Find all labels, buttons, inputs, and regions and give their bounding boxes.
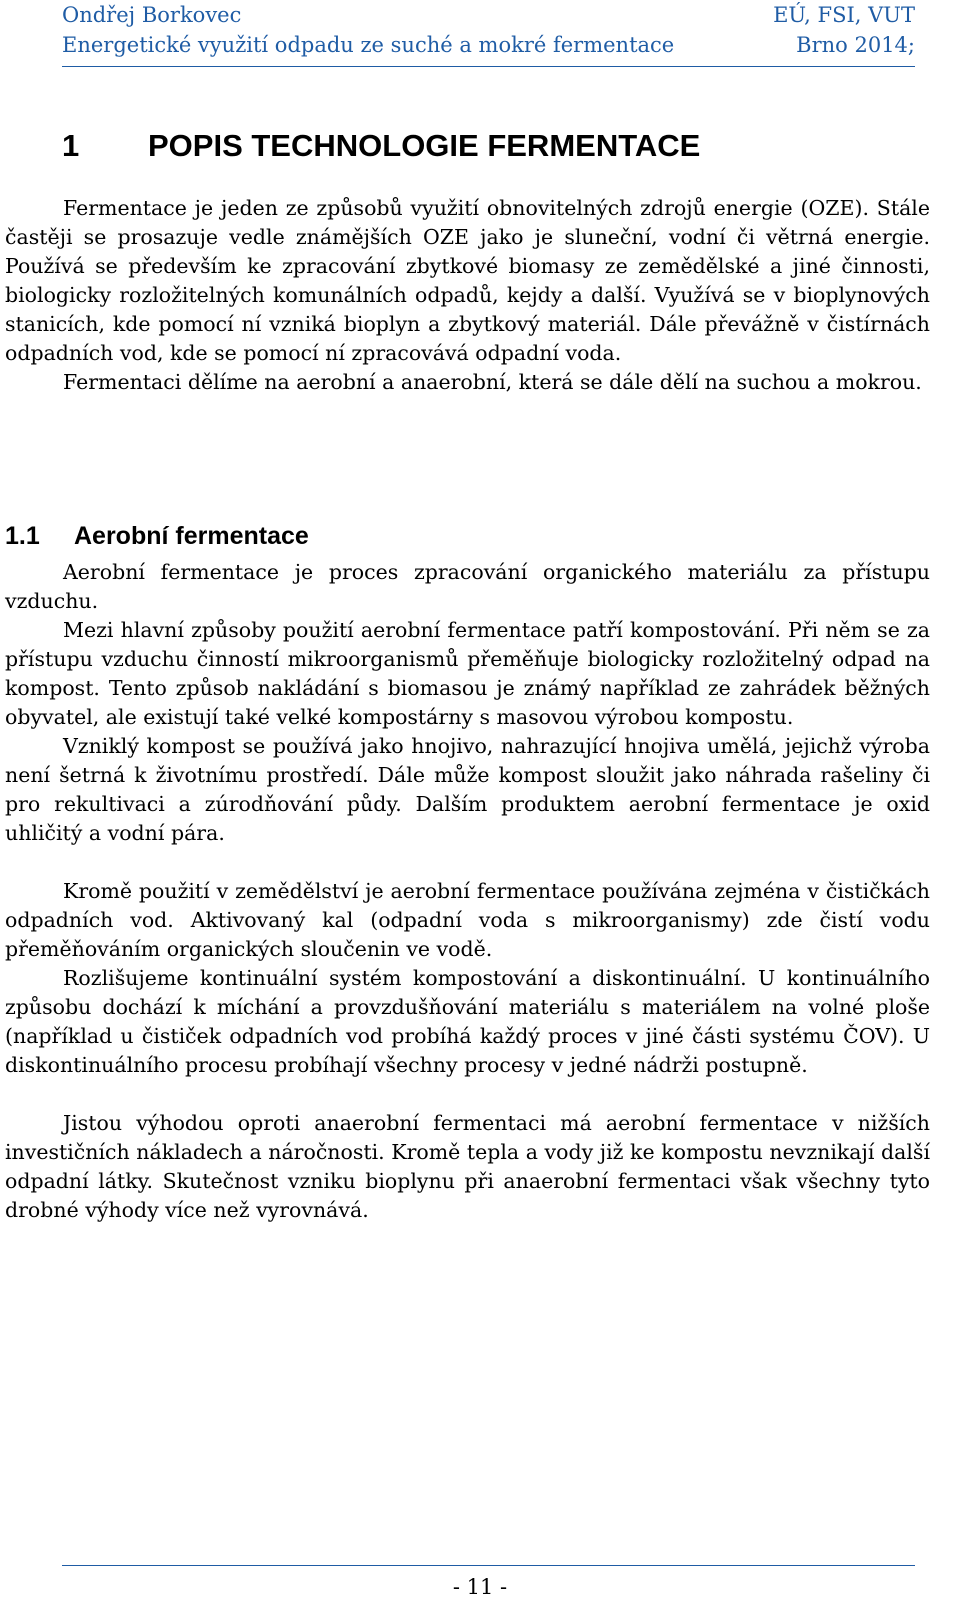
paragraph: Aerobní fermentace je proces zpracování organického materiálu za přístupu vzduchu. (5, 560, 930, 613)
paragraph: Fermentaci dělíme na aerobní a anaerobní, která se dále dělí na suchou a mokrou. (63, 370, 922, 394)
page-number: - 11 - (452, 1575, 508, 1599)
paragraph: Jistou výhodou oproti anaerobní fermentaci má aerobní fermentace v nižších investičních nákladech a náročnosti. Kromě tepla a vody již ke kompostu nevznikají další odpadní látky. Skutečnost vzniku bioplynu při anaerobní fermentaci však všechny tyto drobné výhody více než vyrovnává. (5, 1111, 930, 1222)
section-heading (5, 522, 309, 551)
header-title: Energetické využití odpadu ze suché a mokré fermentace (62, 33, 675, 57)
chapter-body (5, 194, 930, 397)
header-place-year: Brno 2014; (796, 33, 915, 57)
paragraph: Mezi hlavní způsoby použití aerobní fermentace patří kompostování. Při něm se za přístupu vzduchu činností mikroorganismů přeměňuje biologicky rozložitelný odpad na kompost. Tento způsob nakládání s biomasou je známý například ze zahrádek běžných obyvatel, ale existují také velké kompostárny s masovou výrobou kompostu. (5, 618, 930, 729)
paragraph: Vzniklý kompost se používá jako hnojivo, nahrazující hnojiva umělá, jejichž výroba není šetrná k životnímu prostředí. Dále může kompost sloužit jako náhrada rašeliny či pro rekultivaci a zúrodňování půdy. Dalším produktem aerobní fermentace je oxid uhličitý a vodní pára. (5, 734, 930, 845)
header-divider (62, 66, 915, 67)
paragraph-spacer (5, 848, 930, 877)
section-number: 1.1 (5, 522, 40, 550)
chapter-heading (62, 128, 700, 164)
header-author: Ondřej Borkovec (62, 3, 242, 27)
paragraph-spacer (5, 1080, 930, 1109)
header-row-1 (62, 0, 915, 30)
footer-divider (62, 1565, 915, 1566)
section-body (5, 558, 930, 1225)
chapter-number: 1 (62, 128, 80, 163)
chapter-title: POPIS TECHNOLOGIE FERMENTACE (148, 128, 701, 163)
page-header (62, 0, 915, 60)
header-row-2 (62, 30, 915, 60)
paragraph: Fermentace je jeden ze způsobů využití obnovitelných zdrojů energie (OZE). Stále častěji se prosazuje vedle známějších OZE jako je sluneční, vodní či větrná energie. Používá se především ke zpracování zbytkové biomasy ze zemědělské a jiné činnosti, biologicky rozložitelných komunálních odpadů, kejdy a další. Využívá se v bioplynových stanicích, kde pomocí ní vzniká bioplyn a zbytkový materiál. Dále převážně v čistírnách odpadních vod, kde se pomocí ní zpracovává odpadní voda. (5, 196, 930, 365)
paragraph: Rozlišujeme kontinuální systém kompostování a diskontinuální. U kontinuálního způsobu dochází k míchání a provzdušňování materiálu s materiálem na volné ploše (například u čističek odpadních vod probíhá každý proces v jiné části systému ČOV). U diskontinuálního procesu probíhají všechny procesy v jedné nádrži postupně. (5, 966, 930, 1077)
paragraph: Kromě použití v zemědělství je aerobní fermentace používána zejména v čističkách odpadních vod. Aktivovaný kal (odpadní voda s mikroorganismy) zde čistí vodu přeměňováním organických sloučenin ve vodě. (5, 879, 930, 961)
section-title: Aerobní fermentace (74, 522, 309, 550)
header-institution: EÚ, FSI, VUT (773, 3, 915, 27)
